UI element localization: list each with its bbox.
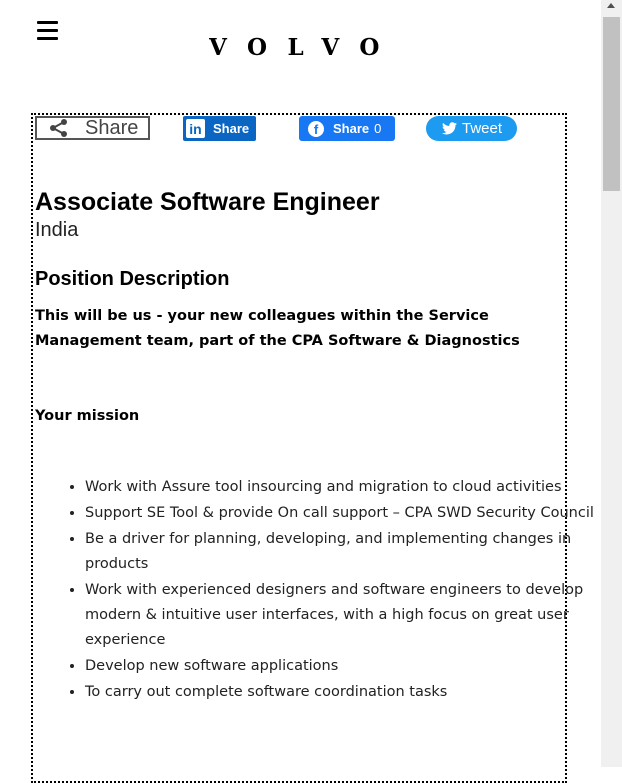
- list-item: • Work with experienced designers and software engineers to develop modern & intuitive user interfaces, with a high focus on great user experience: [85, 578, 615, 653]
- list-item: • Work with Assure tool insourcing and migration to cloud activities: [85, 475, 615, 500]
- team-intro-text: This will be us - your new colleagues within the Service Management team, part of the CPA Software & Diagnostics: [35, 308, 520, 349]
- twitter-bird-icon: [442, 122, 457, 135]
- tweet-label: Tweet: [462, 120, 503, 137]
- menu-bar: [37, 21, 58, 24]
- volvo-wordmark: [209, 37, 459, 57]
- job-location: India: [35, 219, 79, 241]
- position-description-heading: Position Description: [35, 268, 230, 290]
- facebook-share-count: 0: [374, 121, 382, 136]
- menu-bar: [37, 29, 58, 32]
- tweet-button[interactable]: [426, 116, 517, 141]
- share-icon: [49, 118, 69, 138]
- linkedin-icon: in: [186, 119, 205, 138]
- share-label: Share: [85, 116, 139, 139]
- linkedin-share-label: Share: [213, 121, 250, 136]
- linkedin-share-button[interactable]: [183, 116, 256, 141]
- volvo-logo[interactable]: [209, 37, 459, 61]
- facebook-share-button[interactable]: [299, 116, 395, 141]
- job-title: Associate Software Engineer: [35, 188, 380, 216]
- list-item: • Develop new software applications: [85, 654, 615, 679]
- list-item: • Be a driver for planning, developing, and implementing changes in products: [85, 527, 615, 577]
- mission-heading: Your mission: [35, 408, 140, 424]
- share-button[interactable]: [35, 116, 150, 140]
- hamburger-menu-icon[interactable]: [37, 21, 58, 39]
- facebook-share-label: Share: [333, 121, 370, 136]
- menu-bar: [37, 37, 58, 40]
- scrollbar-thumb[interactable]: [603, 17, 620, 191]
- vertical-scrollbar[interactable]: [601, 0, 622, 767]
- svg-text:VOLVO: VOLVO: [209, 37, 400, 57]
- scroll-up-arrow-icon[interactable]: [607, 3, 615, 8]
- list-item: • To carry out complete software coordination tasks: [85, 680, 615, 705]
- mission-list: [35, 475, 615, 706]
- list-item: • Support SE Tool & provide On call support – CPA SWD Security Council: [85, 501, 615, 526]
- facebook-icon: f: [308, 121, 324, 137]
